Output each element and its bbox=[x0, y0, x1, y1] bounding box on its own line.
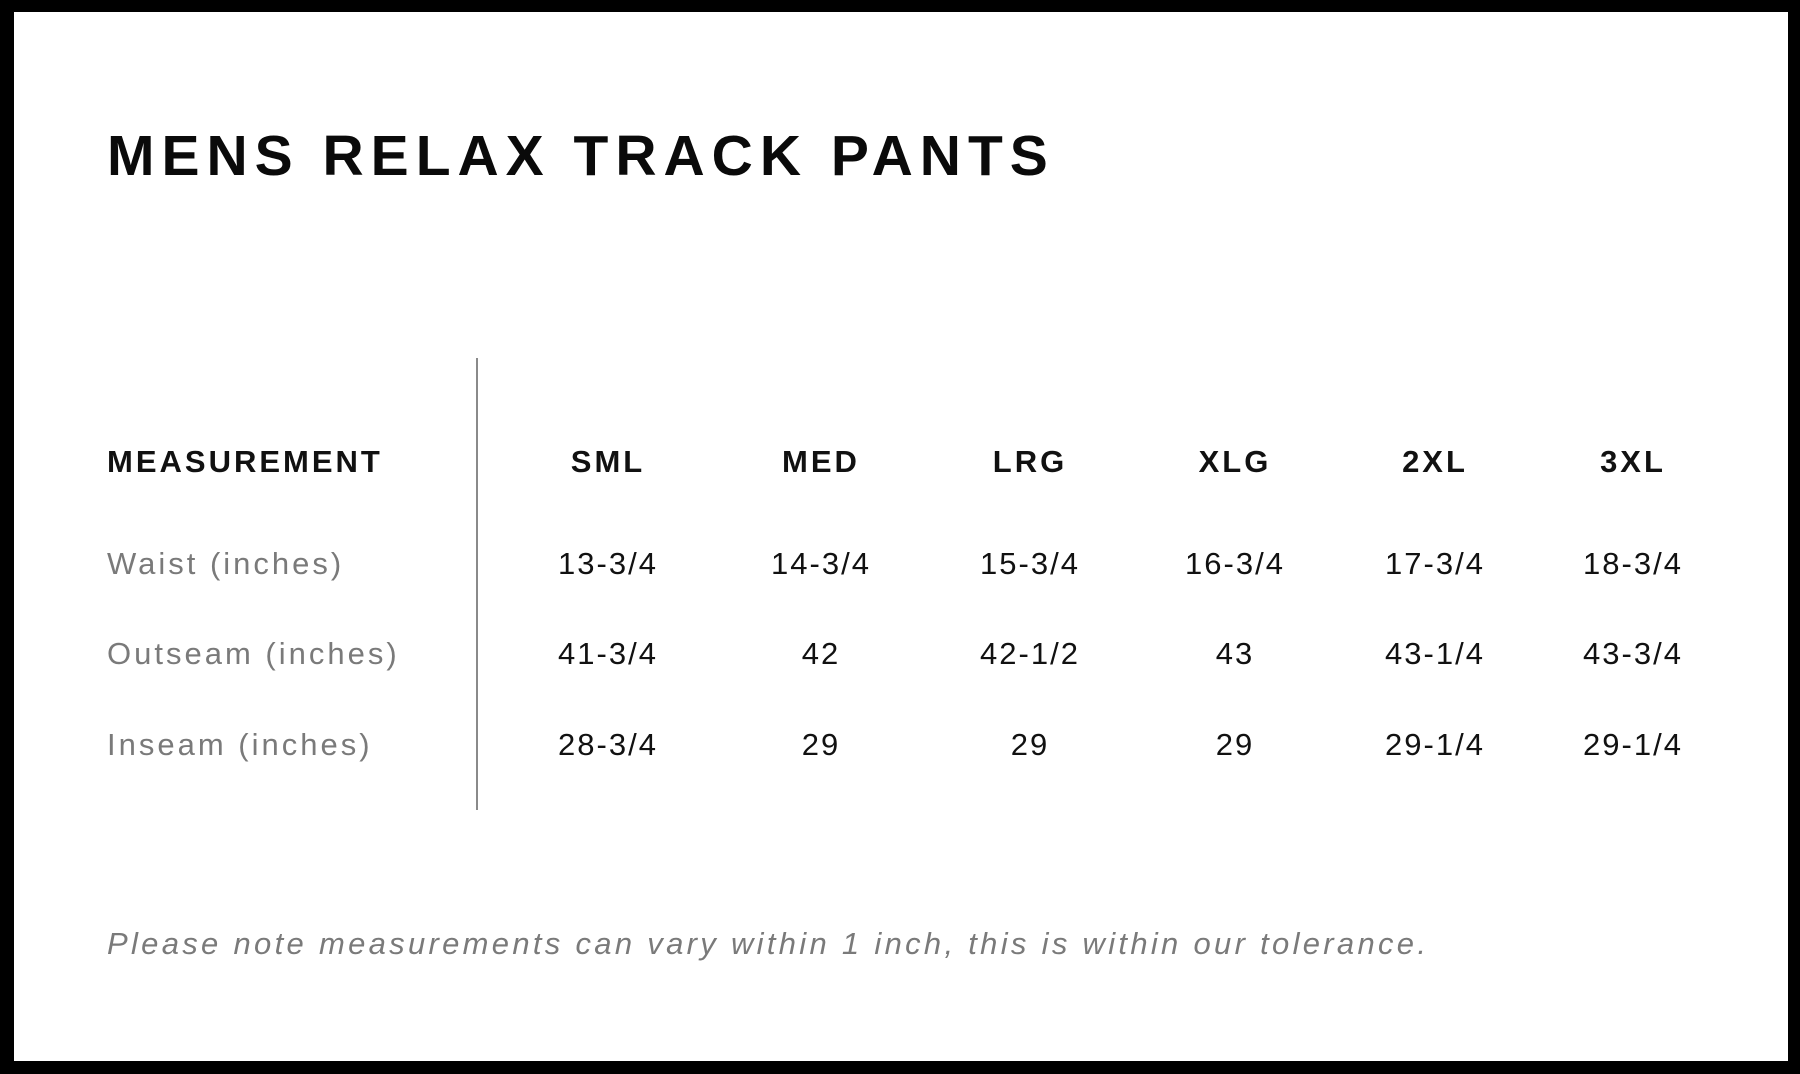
table-cell: 41-3/4 bbox=[558, 636, 658, 671]
table-cell: 42-1/2 bbox=[980, 636, 1080, 671]
table-cell: 29 bbox=[1215, 727, 1255, 762]
size-header-med: MED bbox=[782, 444, 860, 479]
table-cell: 43-1/4 bbox=[1385, 636, 1485, 671]
page-title: MENS RELAX TRACK PANTS bbox=[107, 124, 1055, 188]
table-cell: 43 bbox=[1215, 636, 1255, 671]
table-cell: 17-3/4 bbox=[1385, 546, 1485, 581]
table-cell: 29-1/4 bbox=[1583, 727, 1683, 762]
table-cell: 13-3/4 bbox=[558, 546, 658, 581]
table-cell: 15-3/4 bbox=[980, 546, 1080, 581]
tolerance-note: Please note measurements can vary within 1 inch, this is within our tolerance. bbox=[107, 926, 1430, 961]
table-cell: 29-1/4 bbox=[1385, 727, 1485, 762]
table-cell: 18-3/4 bbox=[1583, 546, 1683, 581]
table-cell: 42 bbox=[801, 636, 841, 671]
size-header-lrg: LRG bbox=[992, 444, 1068, 479]
row-label-inseam: Inseam (inches) bbox=[107, 727, 373, 762]
table-cell: 14-3/4 bbox=[771, 546, 871, 581]
size-header-sml: SML bbox=[570, 444, 646, 479]
row-label-waist: Waist (inches) bbox=[107, 546, 345, 581]
table-cell: 29 bbox=[1010, 727, 1050, 762]
column-divider bbox=[476, 358, 478, 810]
measurement-header: MEASUREMENT bbox=[107, 444, 383, 479]
row-label-outseam: Outseam (inches) bbox=[107, 636, 400, 671]
size-header-xlg: XLG bbox=[1198, 444, 1272, 479]
table-cell: 29 bbox=[801, 727, 841, 762]
table-cell: 43-3/4 bbox=[1583, 636, 1683, 671]
table-cell: 16-3/4 bbox=[1185, 546, 1285, 581]
size-header-3xl: 3XL bbox=[1600, 444, 1666, 479]
size-header-2xl: 2XL bbox=[1402, 444, 1468, 479]
table-cell: 28-3/4 bbox=[558, 727, 658, 762]
